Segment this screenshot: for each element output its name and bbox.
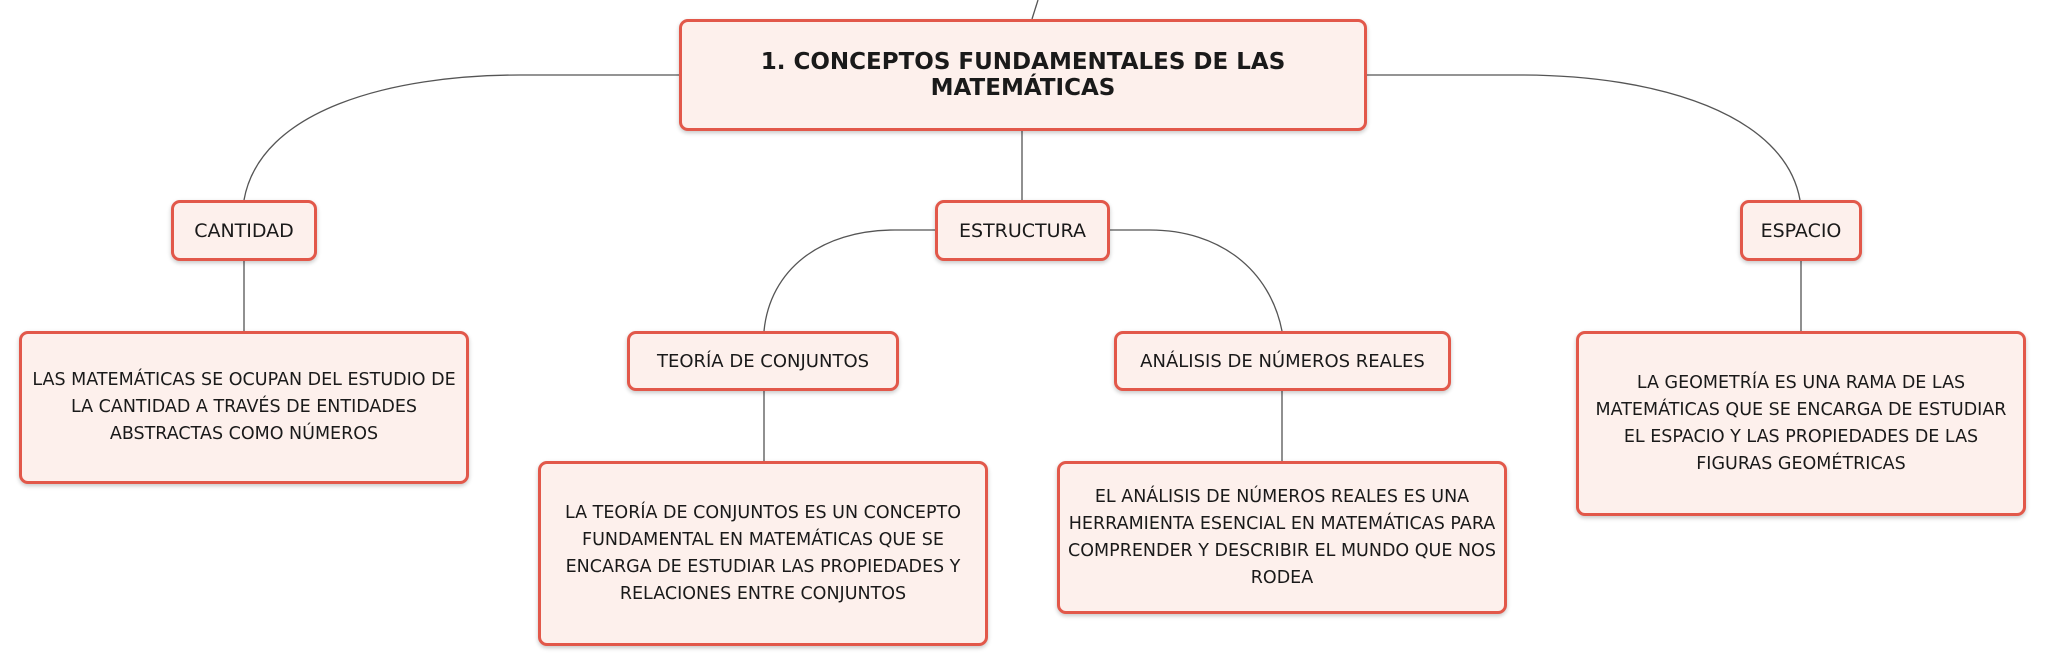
- branch-cantidad-label: CANTIDAD: [194, 219, 294, 242]
- connector-estructura-analisis: [1110, 230, 1282, 331]
- connector-estructura-teoria: [764, 230, 935, 331]
- connector-incoming: [1032, 0, 1038, 19]
- branch-espacio[interactable]: [1740, 200, 1862, 261]
- subtopic-teoria-de-conjuntos[interactable]: [627, 331, 899, 391]
- connector-root-cantidad: [244, 75, 679, 200]
- root-topic-title: 1. CONCEPTOS FUNDAMENTALES DE LAS MATEMÁTICAS: [760, 49, 1286, 101]
- branch-espacio-label: ESPACIO: [1760, 219, 1842, 242]
- description-teoria-text: LA TEORÍA DE CONJUNTOS ES UN CONCEPTO FUNDAMENTAL EN MATEMÁTICAS QUE SE ENCARGA DE ESTUDIAR LAS PROPIEDADES Y RELACIONES ENTRE CONJUNTOS: [564, 502, 961, 604]
- description-analisis-text: EL ANÁLISIS DE NÚMEROS REALES ES UNA HERRAMIENTA ESENCIAL EN MATEMÁTICAS PARA COMPRENDER Y DESCRIBIR EL MUNDO QUE NOS RODEA: [1068, 486, 1496, 588]
- description-cantidad[interactable]: [19, 331, 469, 484]
- subtopic-analisis-numeros-reales[interactable]: [1114, 331, 1451, 391]
- subtopic-analisis-label: ANÁLISIS DE NÚMEROS REALES: [1140, 350, 1425, 372]
- branch-estructura[interactable]: [935, 200, 1110, 261]
- branch-cantidad[interactable]: [171, 200, 317, 261]
- description-espacio-text: LA GEOMETRÍA ES UNA RAMA DE LAS MATEMÁTICAS QUE SE ENCARGA DE ESTUDIAR EL ESPACIO Y LAS PROPIEDADES DE LAS FIGURAS GEOMÉTRICAS: [1595, 372, 2007, 474]
- description-espacio[interactable]: [1576, 331, 2026, 516]
- connector-root-espacio: [1367, 75, 1800, 200]
- subtopic-teoria-label: TEORÍA DE CONJUNTOS: [656, 350, 870, 372]
- root-topic[interactable]: [679, 19, 1367, 131]
- branch-estructura-label: ESTRUCTURA: [959, 219, 1086, 242]
- description-teoria-de-conjuntos[interactable]: [538, 461, 988, 646]
- description-analisis-numeros-reales[interactable]: [1057, 461, 1507, 614]
- description-cantidad-text: LAS MATEMÁTICAS SE OCUPAN DEL ESTUDIO DE LA CANTIDAD A TRAVÉS DE ENTIDADES ABSTRACTAS COMO NÚMEROS: [32, 370, 456, 444]
